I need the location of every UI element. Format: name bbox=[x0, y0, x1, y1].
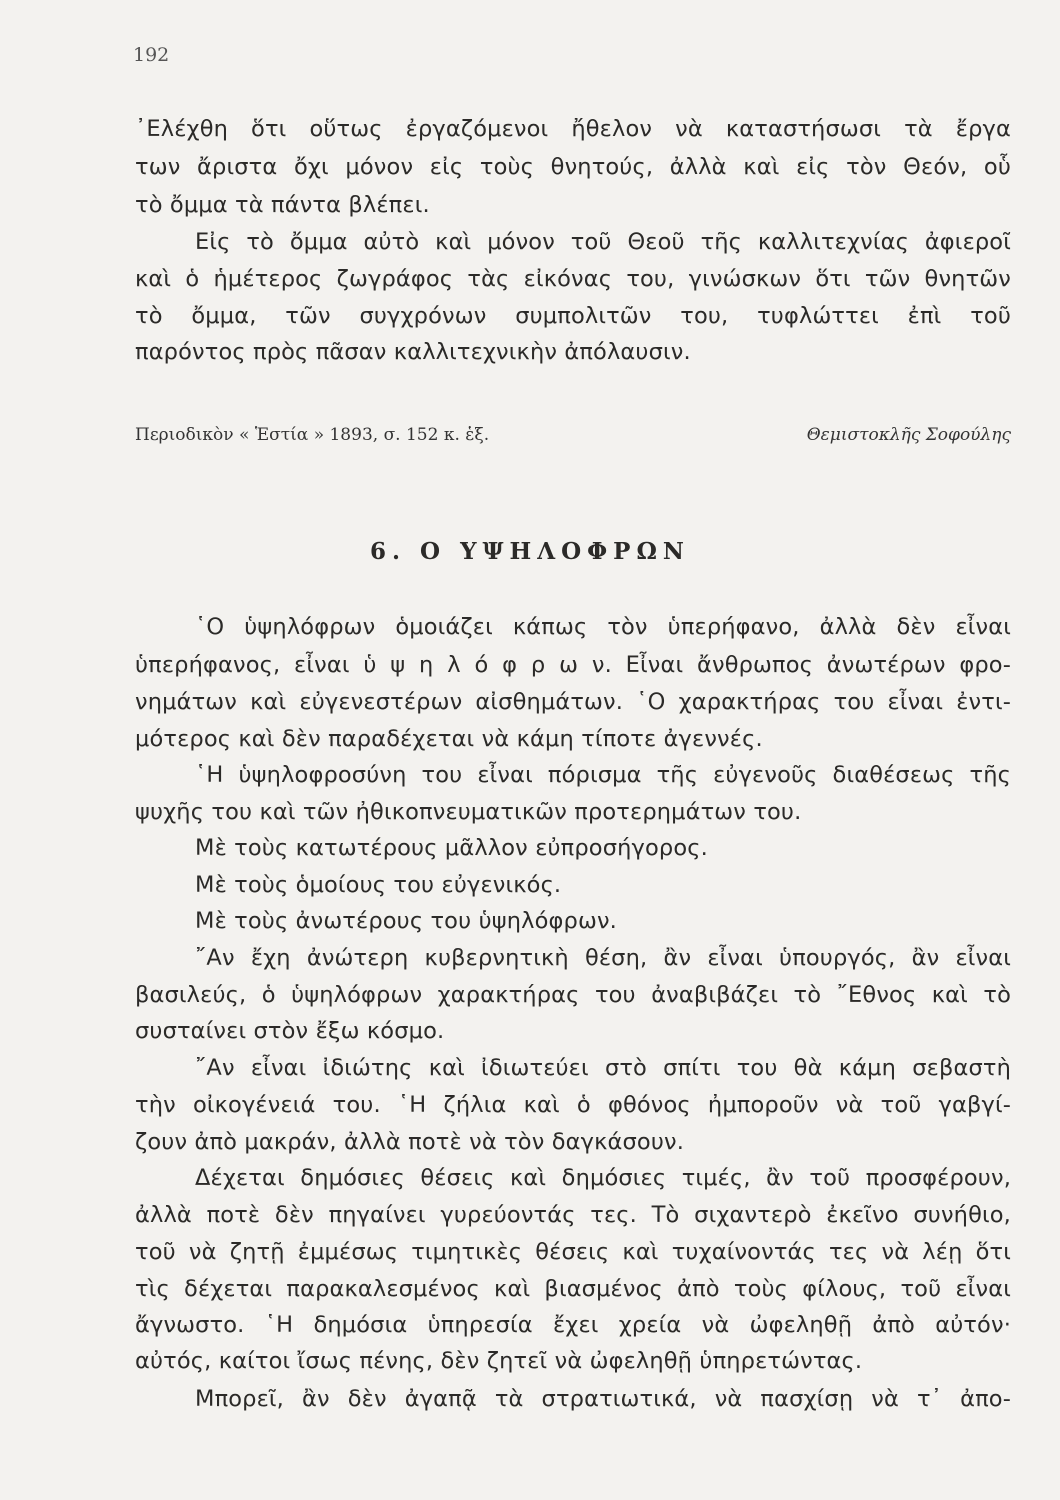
section-title: 6. Ο ΥΨΗΛΟΦΡΩΝ bbox=[370, 538, 690, 565]
text-line: αὐτός, καίτοι ἴσως πένης, δὲν ζητεῖ νὰ ὠφεληθῇ ὑπηρετώντας. bbox=[135, 1348, 863, 1374]
text-line: ῎Αν ἔχη ἀνώτερη κυβερνητικὴ θέση, ἂν εἶναι ὑπουργός, ἂν εἶναι bbox=[195, 945, 1011, 971]
text-line: ψυχῆς του καὶ τῶν ἠθικοπνευματικῶν προτερημάτων του. bbox=[135, 799, 802, 825]
text-line: ῾Η ὑψηλοφροσύνη του εἶναι πόρισμα τῆς εὐγενοῦς διαθέσεως τῆς bbox=[195, 762, 1011, 788]
text-line: τὴν οἰκογένειά του. ῾Η ζήλια καὶ ὁ φθόνος ἠμποροῦν νὰ τοῦ γαβγί- bbox=[135, 1092, 1011, 1118]
text-line: Μὲ τοὺς κατωτέρους μᾶλλον εὐπροσήγορος. bbox=[195, 835, 708, 861]
text-line: ἄγνωστο. ῾Η δημόσια ὑπηρεσία ἔχει χρεία νὰ ὠφεληθῇ ἀπὸ αὐτόν· bbox=[135, 1312, 1011, 1338]
text-line: Δέχεται δημόσιες θέσεις καὶ δημόσιες τιμές, ἂν τοῦ προσφέρουν, bbox=[195, 1165, 1011, 1191]
text-line: βασιλεύς, ὁ ὑψηλόφρων χαρακτήρας του ἀναβιβάζει τὸ ῎Εθνος καὶ τὸ bbox=[135, 982, 1011, 1008]
citation-author: Θεμιστοκλῆς Σοφούλης bbox=[806, 425, 1011, 445]
text-line: συσταίνει στὸν ἔξω κόσμο. bbox=[135, 1018, 445, 1044]
text-line: Μὲ τοὺς ἀνωτέρους του ὑψηλόφρων. bbox=[195, 908, 617, 934]
text-line: ἀλλὰ ποτὲ δὲν πηγαίνει γυρεύοντάς τες. Τὸ σιχαντερὸ ἐκεῖνο συνήθιο, bbox=[135, 1202, 1011, 1228]
text-line: τὶς δέχεται παρακαλεσμένος καὶ βιασμένος ἀπὸ τοὺς φίλους, τοῦ εἶναι bbox=[135, 1276, 1011, 1302]
text-line: μότερος καὶ δὲν παραδέχεται νὰ κάμη τίποτε ἀγεννές. bbox=[135, 726, 763, 752]
text-line: Μπορεῖ, ἂν δὲν ἀγαπᾷ τὰ στρατιωτικά, νὰ πασχίσῃ νὰ τ᾿ ἀπο- bbox=[195, 1386, 1011, 1412]
text-line: καὶ ὁ ἡμέτερος ζωγράφος τὰς εἰκόνας του, γινώσκων ὅτι τῶν θνητῶν bbox=[135, 266, 1011, 292]
text-line: τὸ ὄμμα τὰ πάντα βλέπει. bbox=[135, 192, 430, 218]
text-line: Μὲ τοὺς ὁμοίους του εὐγενικός. bbox=[195, 872, 562, 898]
text-line: τοῦ νὰ ζητῇ ἐμμέσως τιμητικὲς θέσεις καὶ τυχαίνοντάς τες νὰ λέῃ ὅτι bbox=[135, 1239, 1011, 1265]
text-line: ὑπερήφανος, εἶναι ὑ ψ η λ ό φ ρ ω ν. Εἶναι ἄνθρωπος ἀνωτέρων φρο- bbox=[135, 652, 1011, 678]
text-line: παρόντος πρὸς πᾶσαν καλλιτεχνικὴν ἀπόλαυσιν. bbox=[135, 339, 691, 365]
text-line: ᾿Ελέχθη ὅτι οὕτως ἐργαζόμενοι ἤθελον νὰ καταστήσωσι τὰ ἔργα bbox=[135, 116, 1011, 142]
text-line: ῎Αν εἶναι ἰδιώτης καὶ ἰδιωτεύει στὸ σπίτι του θὰ κάμη σεβαστὴ bbox=[195, 1055, 1011, 1081]
text-line: νημάτων καὶ εὐγενεστέρων αἰσθημάτων. ῾Ο χαρακτήρας του εἶναι ἐντι- bbox=[135, 689, 1011, 715]
text-line: ῾Ο ὑψηλόφρων ὁμοιάζει κάπως τὸν ὑπερήφανο, ἀλλὰ δὲν εἶναι bbox=[195, 614, 1011, 640]
text-line: ζουν ἀπὸ μακράν, ἀλλὰ ποτὲ νὰ τὸν δαγκάσουν. bbox=[135, 1129, 685, 1155]
citation-reference: Περιοδικὸν « Ἑστία » 1893, σ. 152 κ. ἑξ. bbox=[135, 425, 490, 445]
text-line: των ἄριστα ὄχι μόνον εἰς τοὺς θνητούς, ἀλλὰ καὶ εἰς τὸν Θεόν, οὗ bbox=[135, 154, 1011, 180]
text-line: Εἰς τὸ ὄμμα αὐτὸ καὶ μόνον τοῦ Θεοῦ τῆς καλλιτεχνίας ἀφιεροῖ bbox=[195, 229, 1011, 255]
text-line: τὸ ὄμμα, τῶν συγχρόνων συμπολιτῶν του, τυφλώττει ἐπὶ τοῦ bbox=[135, 303, 1011, 329]
page-number: 192 bbox=[133, 44, 170, 66]
